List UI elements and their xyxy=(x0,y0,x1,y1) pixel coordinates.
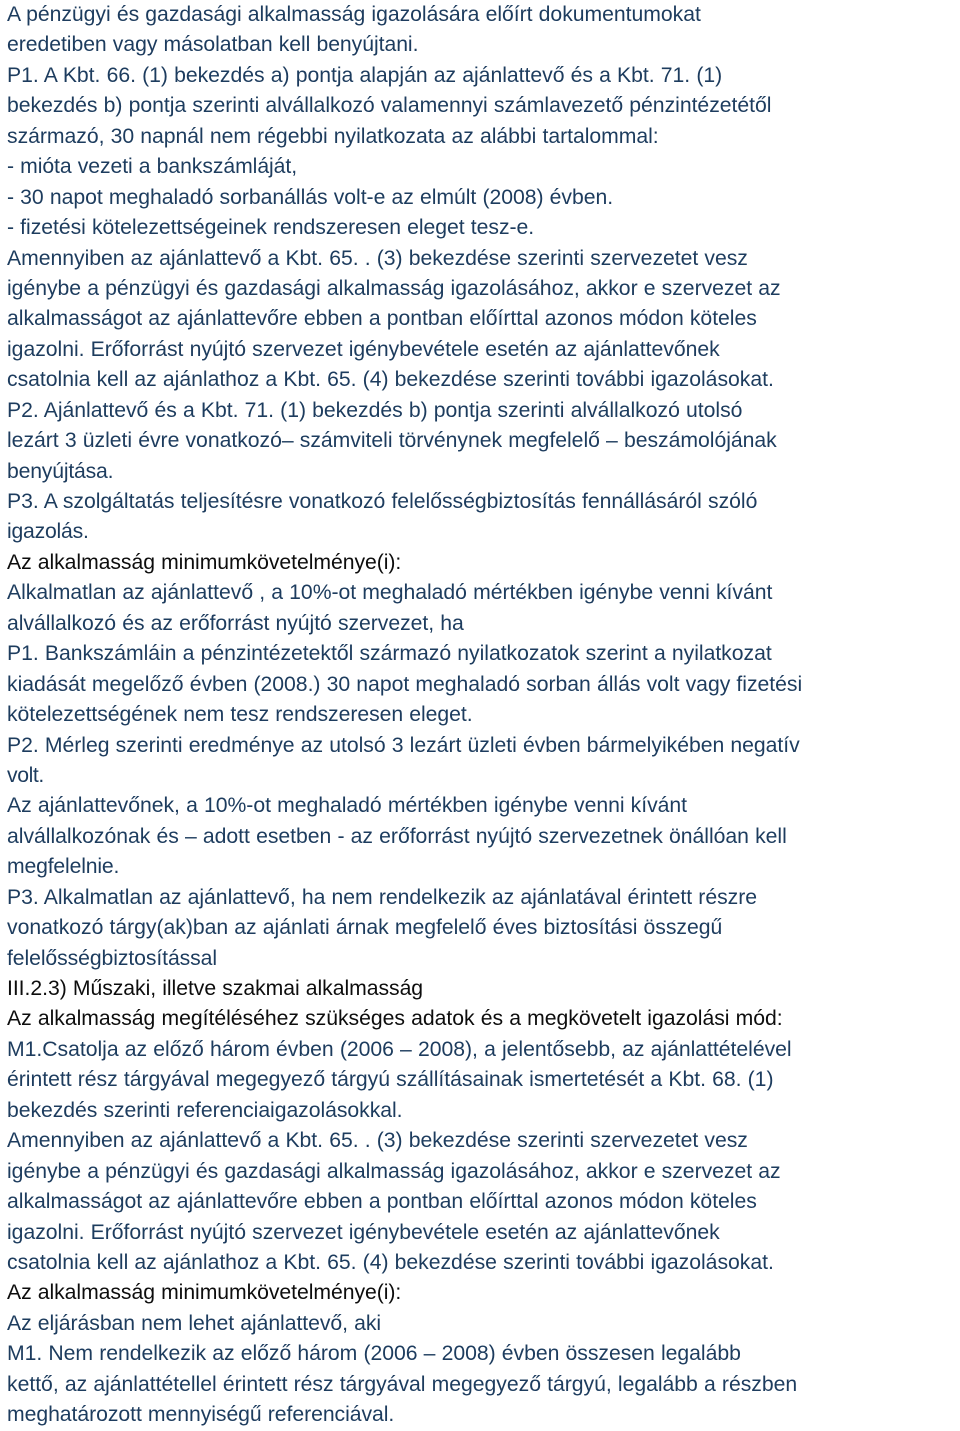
document-body xyxy=(7,0,959,1431)
text-line: III.2.3) Műszaki, illetve szakmai alkalmasság xyxy=(7,977,424,1000)
text-line: Amennyiben az ajánlattevő a Kbt. 65. . (3) bekezdése szerinti szervezetet vesz xyxy=(7,246,748,270)
text-line: lezárt 3 üzleti évre vonatkozó– számviteli törvénynek megfelelő – beszámolójának xyxy=(7,429,777,453)
text-line: P2. Ajánlattevő és a Kbt. 71. (1) bekezdés b) pontja szerinti alvállalkozó utolsó xyxy=(7,398,743,422)
text-line: alvállalkozónak és – adott esetben - az erőforrást nyújtó szervezetnek önállóan kell xyxy=(7,824,787,848)
text-line: P1. A Kbt. 66. (1) bekezdés a) pontja alapján az ajánlattevő és a Kbt. 71. (1) xyxy=(7,63,723,87)
text-line: csatolnia kell az ajánlathoz a Kbt. 65. (4) bekezdése szerinti további igazolásokat. xyxy=(7,1250,774,1274)
text-line: P3. A szolgáltatás teljesítésre vonatkozó felelősségbiztosítás fennállásáról szóló xyxy=(7,490,758,513)
text-line: Alkalmatlan az ajánlattevő , a 10%-ot meghaladó mértékben igénybe venni kívánt xyxy=(7,581,773,605)
text-line: alkalmasságot az ajánlattevőre ebben a pontban előírttal azonos módon köteles xyxy=(7,307,757,331)
text-line: Az alkalmasság minimumkövetelménye(i): xyxy=(7,550,402,574)
text-line: - 30 napot meghaladó sorbanállás volt-e az elmúlt (2008) évben. xyxy=(7,185,614,209)
text-line: M1.Csatolja az előző három évben (2006 – 2008), a jelentősebb, az ajánlattételével xyxy=(7,1037,792,1061)
text-line: meghatározott mennyiségű referenciával. xyxy=(7,1403,395,1427)
text-line: Az eljárásban nem lehet ajánlattevő, aki xyxy=(7,1311,382,1335)
text-line: Az ajánlattevőnek, a 10%-ot meghaladó mértékben igénybe venni kívánt xyxy=(7,794,688,818)
text-line: Az alkalmasság megítéléséhez szükséges adatok és a megkövetelt igazolási mód: xyxy=(7,1007,783,1031)
text-line: felelősségbiztosítással xyxy=(7,946,217,970)
text-line: benyújtása. xyxy=(7,459,114,483)
text-line: kiadását megelőző évben (2008.) 30 napot meghaladó sorban állás volt vagy fizetési xyxy=(7,672,803,696)
text-line: - mióta vezeti a bankszámláját, xyxy=(7,155,298,179)
text-line: - fizetési kötelezettségeinek rendszeresen eleget tesz-e. xyxy=(7,216,535,240)
text-line: igazolni. Erőforrást nyújtó szervezet igénybevétele esetén az ajánlattevőnek xyxy=(7,337,720,361)
text-line: csatolnia kell az ajánlathoz a Kbt. 65. (4) bekezdése szerinti további igazolásokat. xyxy=(7,368,774,392)
text-line: származó, 30 napnál nem régebbi nyilatkozata az alábbi tartalommal: xyxy=(7,124,659,148)
text-line: M1. Nem rendelkezik az előző három (2006 – 2008) évben összesen legalább xyxy=(7,1342,741,1366)
text-line: bekezdés szerinti referenciaigazolásokkal. xyxy=(7,1098,403,1122)
text-line: eredetiben vagy másolatban kell benyújtani. xyxy=(7,33,419,57)
text-line: igénybe a pénzügyi és gazdasági alkalmasság igazolásához, akkor e szervezet az xyxy=(7,276,781,300)
text-line: P2. Mérleg szerinti eredménye az utolsó 3 lezárt üzleti évben bármelyikében negatív xyxy=(7,733,800,757)
text-line: P1. Bankszámláin a pénzintézetektől származó nyilatkozatok szerint a nyilatkozat xyxy=(7,642,772,666)
text-line: igazolni. Erőforrást nyújtó szervezet igénybevétele esetén az ajánlattevőnek xyxy=(7,1220,720,1244)
text-line: igazolás. xyxy=(7,520,89,544)
text-line: alvállalkozó és az erőforrást nyújtó szervezet, ha xyxy=(7,611,464,635)
text-line: P3. Alkalmatlan az ajánlattevő, ha nem rendelkezik az ajánlatával érintett részre xyxy=(7,885,758,909)
text-line: kötelezettségének nem tesz rendszeresen eleget. xyxy=(7,703,473,727)
text-line: Amennyiben az ajánlattevő a Kbt. 65. . (3) bekezdése szerinti szervezetet vesz xyxy=(7,1129,748,1153)
text-line: kettő, az ajánlattétellel érintett rész tárgyával megegyező tárgyú, legalább a részben xyxy=(7,1372,798,1396)
text-line: érintett rész tárgyával megegyező tárgyú szállításainak ismertetését a Kbt. 68. (1) xyxy=(7,1068,774,1092)
text-line: bekezdés b) pontja szerinti alvállalkozó valamennyi számlavezető pénzintézetétől xyxy=(7,94,772,118)
text-line: vonatkozó tárgy(ak)ban az ajánlati árnak megfelelő éves biztosítási összegű xyxy=(7,916,723,940)
text-line: igénybe a pénzügyi és gazdasági alkalmasság igazolásához, akkor e szervezet az xyxy=(7,1159,781,1183)
text-line: alkalmasságot az ajánlattevőre ebben a pontban előírttal azonos módon köteles xyxy=(7,1190,757,1214)
text-line: A pénzügyi és gazdasági alkalmasság igazolására előírt dokumentumokat xyxy=(7,3,701,26)
text-line: Az alkalmasság minimumkövetelménye(i): xyxy=(7,1281,402,1305)
text-line: volt. xyxy=(7,763,44,787)
text-line: megfelelnie. xyxy=(7,855,120,879)
